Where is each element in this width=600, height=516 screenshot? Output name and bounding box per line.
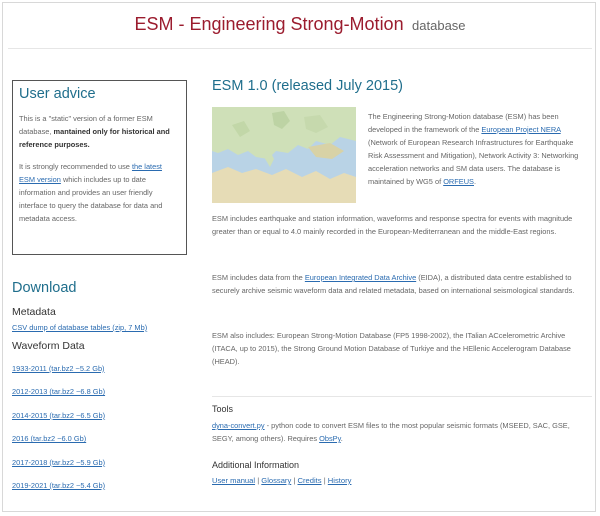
waveform-title: Waveform Data bbox=[12, 340, 85, 352]
download-section bbox=[12, 280, 192, 497]
waveform-link-2019-2021[interactable]: 2019-2021 (tar.bz2 ~5.4 Gb) bbox=[12, 481, 106, 491]
user-advice-title: User advice bbox=[19, 86, 96, 102]
orfeus-link[interactable]: ORFEUS bbox=[443, 177, 474, 186]
obspy-link[interactable]: ObsPy bbox=[319, 434, 341, 443]
site-header bbox=[0, 14, 600, 35]
nera-project-link[interactable]: European Project NERA bbox=[481, 125, 561, 134]
credits-link[interactable]: Credits bbox=[297, 476, 322, 485]
site-subtitle: database bbox=[412, 18, 466, 33]
waveform-link-2012-2013[interactable]: 2012-2013 (tar.bz2 ~6.8 Gb) bbox=[12, 387, 106, 397]
main-content bbox=[212, 78, 590, 94]
user-manual-link[interactable]: User manual bbox=[212, 476, 256, 485]
intro-paragraph: The Engineering Strong-Motion database (ESM) has been developed in the framework of the European Project NERA (Network of European Research Infrastructures for Earthquake Risk Assessment and Mitigation), Network Activity 3: Networking acceleration networks and SM data users. The database is maintained by WG5 of ORFEUS. bbox=[368, 112, 579, 186]
advice-bold-note: mantained only for historical and reference purposes. bbox=[19, 127, 170, 149]
additional-info-links bbox=[212, 476, 351, 485]
link-separator: | bbox=[293, 476, 296, 485]
header-divider bbox=[8, 48, 592, 49]
waveform-link-2017-2018[interactable]: 2017-2018 (tar.bz2 ~5.9 Gb) bbox=[12, 457, 106, 467]
tools-paragraph: dyna-convert.py - python code to convert ESM files to the most popular seismic formats (MSEED, SAC, GSE, SEGY, among others). Requires ObsPy. bbox=[212, 421, 570, 443]
eida-link[interactable]: European Integrated Data Archive bbox=[304, 273, 417, 282]
release-title: ESM 1.0 (released July 2015) bbox=[212, 78, 404, 94]
glossary-link[interactable]: Glossary bbox=[261, 476, 292, 485]
map-graphic bbox=[212, 107, 356, 203]
europe-map-image bbox=[212, 107, 356, 203]
additional-info-title: Additional Information bbox=[212, 460, 300, 470]
history-link[interactable]: History bbox=[327, 476, 352, 485]
tools-title: Tools bbox=[212, 404, 234, 414]
metadata-csv-link[interactable]: CSV dump of database tables (zip, 7 Mb) bbox=[12, 323, 148, 332]
tools-divider bbox=[212, 396, 592, 397]
link-separator: | bbox=[323, 476, 326, 485]
latest-esm-link[interactable]: the latest ESM version bbox=[19, 162, 162, 184]
user-advice-box bbox=[12, 80, 187, 255]
link-separator: | bbox=[257, 476, 260, 485]
eida-paragraph: ESM includes data from the European Integrated Data Archive (EIDA), a distributed data centre established to securely archive seismic waveform data and related metadata, based on international seismological standards. bbox=[212, 273, 575, 295]
esm-includes-paragraph: ESM includes earthquake and station information, waveforms and response spectra for events with magnitude greater than or equal to 4.0 mainly recorded in the European-Mediterranean and the middle-East regions. bbox=[212, 214, 573, 236]
metadata-title: Metadata bbox=[12, 306, 56, 318]
waveform-link-2014-2015[interactable]: 2014-2015 (tar.bz2 ~6.5 Gb) bbox=[12, 410, 106, 420]
site-title: ESM - Engineering Strong-Motion bbox=[134, 14, 404, 34]
dyna-convert-link[interactable]: dyna-convert.py bbox=[212, 421, 265, 430]
advice-paragraph-1: This is a "static" version of a former ESM database, mantained only for historical and reference purposes. bbox=[19, 114, 170, 149]
download-title: Download bbox=[12, 280, 77, 296]
waveform-link-2016[interactable]: 2016 (tar.bz2 ~6.0 Gb) bbox=[12, 434, 87, 444]
esm-also-paragraph: ESM also includes: European Strong-Motion Database (FP5 1998-2002), the ITalian ACcelerometric Archive (ITACA, up to 2015), the Strong Ground Motion Database of Turkiye and the HEllenic Accelerogram Database (HEAD). bbox=[212, 331, 571, 366]
waveform-link-1933-2011[interactable]: 1933-2011 (tar.bz2 ~5.2 Gb) bbox=[12, 364, 105, 373]
advice-paragraph-2: It is strongly recommended to use the latest ESM version which includes up to date information and provides an user friendly interface to query the database for data and metadata access. bbox=[19, 162, 163, 223]
